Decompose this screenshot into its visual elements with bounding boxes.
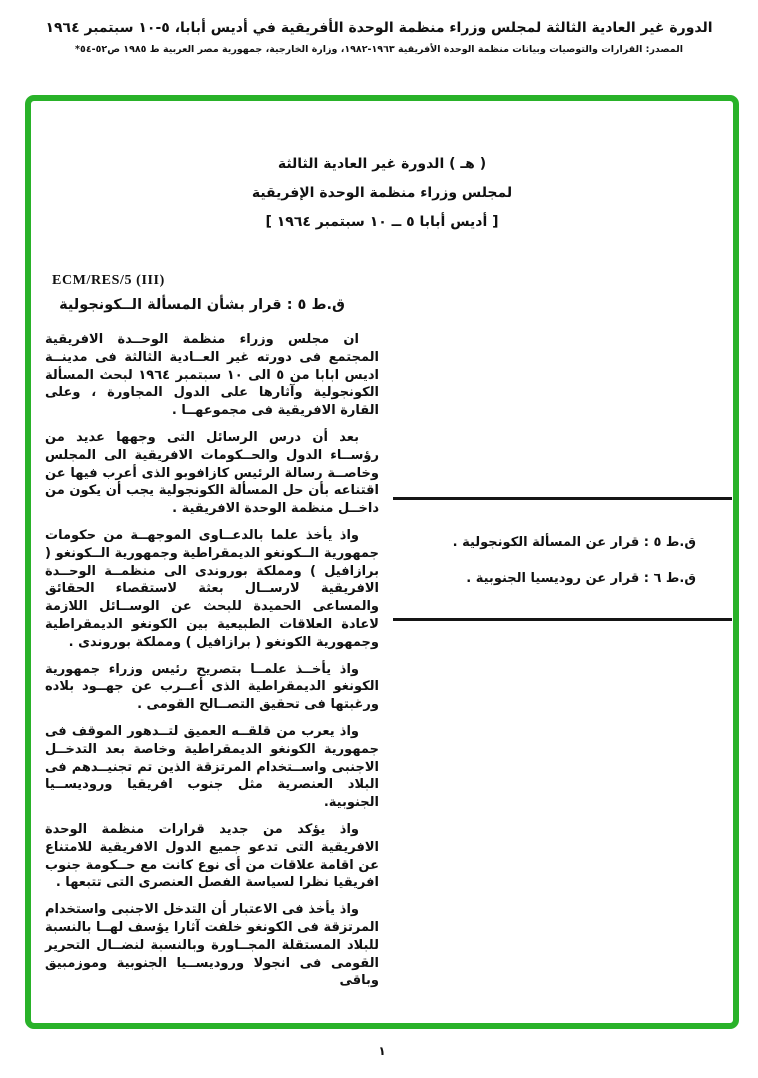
horizontal-rule-bottom: [393, 618, 732, 621]
body-paragraph: واذ يأخذ فى الاعتبار أن التدخل الاجنبى واستخدام المرتزقة فى الكونغو خلفت آثارا يؤسف لهــا بالنسبة للبلاد المستقلة المجــاورة وبالنسبة لنضــال التحرير القومى فى انجولا وروديســيا الجنوبية وموزمبيق وباقى: [45, 902, 379, 989]
header-source-line: المصدر: القرارات والتوصيات وبيانات منظمة الوحدة الأفريقية ١٩٦٣-١٩٨٢، وزارة الخارجية، جمهورية مصر العربية ط ١٩٨٥ ص٥٢-٥٤*: [75, 44, 683, 55]
header-session-title: الدورة غير العادية الثالثة لمجلس وزراء منظمة الوحدة الأفريقية في أديس أبابا، ٥-١٠ سبتمبر ١٩٦٤: [45, 20, 713, 36]
body-paragraph: واذ يعرب من قلقــه العميق لتــدهور الموقف فى جمهورية الكونغو الديمقراطية وخاصة بعد التدخــل الاجنبى واســتخدام المرتزقة الذين تم تجنيــدهم فى البلاد العنصرية مثل جنوب افريقيا وروديســيا الجنوبية.: [45, 723, 379, 811]
resolution-heading: ق.ط ٥ : قرار بشأن المسألة الــكونجولية: [59, 297, 345, 313]
title-line-session: ( هـ ) الدورة غير العادية الثالثة: [277, 156, 487, 172]
document-title-block: [25, 150, 739, 237]
body-paragraph: ان مجلس وزراء منظمة الوحــدة الافريقية المجتمع فى دورته غير العــادية الثالثة فى مدينــة اديس ابابا من ٥ الى ١٠ سبتمبر ١٩٦٤ لبحث المسألة الكونجولية وآثارها على الدول المجاورة ، وعلى القارة الافريقية فى مجموعهــا .: [45, 332, 379, 419]
title-line-council: لمجلس وزراء منظمة الوحدة الإفريقية: [251, 185, 513, 201]
body-paragraph: واذ يؤكد من جديد قرارات منظمة الوحدة الافريقية التى تدعو جميع الدول الافريقية للامتناع عن اقامة علاقات من أى نوع كانت مع حــكومة جنوب افريقيا نظرا لسياسة الفصل العنصرى التى تتبعها .: [45, 821, 379, 891]
margin-notes-list: [393, 500, 732, 618]
margin-notes-block: [393, 497, 732, 621]
resolution-reference: ECM/RES/5 (III): [52, 273, 165, 288]
title-line-place-date: [ أديس أبابا ٥ ــ ١٠ سبتمبر ١٩٦٤ ]: [265, 214, 499, 230]
page-header: [0, 20, 758, 55]
page-number: ١: [378, 1044, 386, 1058]
body-paragraph: بعد أن درس الرسائل التى وجهها عديد من رؤســاء الدول والحــكومات الافريقية الى المجلس وخاصــة رسالة الرئيس كازافوبو الذى أعرب فيها عن اقتناعه بأن حل المسألة الكونجولية يجب أن يكون من داخــل منظمة الوحدة الافريقية .: [45, 429, 379, 517]
margin-note-congo: ق.ط ٥ : قرار عن المسألة الكونجولية .: [452, 535, 696, 550]
resolution-body: [45, 331, 379, 999]
body-paragraph: واذ يأخذ علما بالدعــاوى الموجهــة من حكومات جمهورية الــكونغو الديمقراطية وجمهورية الــكونغو ( برازافيل ) ومملكة بوروندى الى منظمــة الوحــدة الافريقية لارســال بعثة لاستقصاء الحقائق والمساعى الحميدة للبحث عن الوســائل اللازمة لاعادة العلاقات الطبيعية بين الكونغو الديمقراطية وجمهورية الكونغو ( برازافيل ) ومملكة بوروندى .: [45, 527, 379, 650]
margin-note-rhodesia: ق.ط ٦ : قرار عن روديسيا الجنوبية .: [466, 571, 696, 586]
body-paragraph: واذ يأخــذ علمــا بتصريح رئيس وزراء جمهورية الكونغو الديمقراطية الذى أعــرب عن جهــود بلاده ورغبتها فى تحقيق التصــالح القومى .: [45, 661, 379, 713]
